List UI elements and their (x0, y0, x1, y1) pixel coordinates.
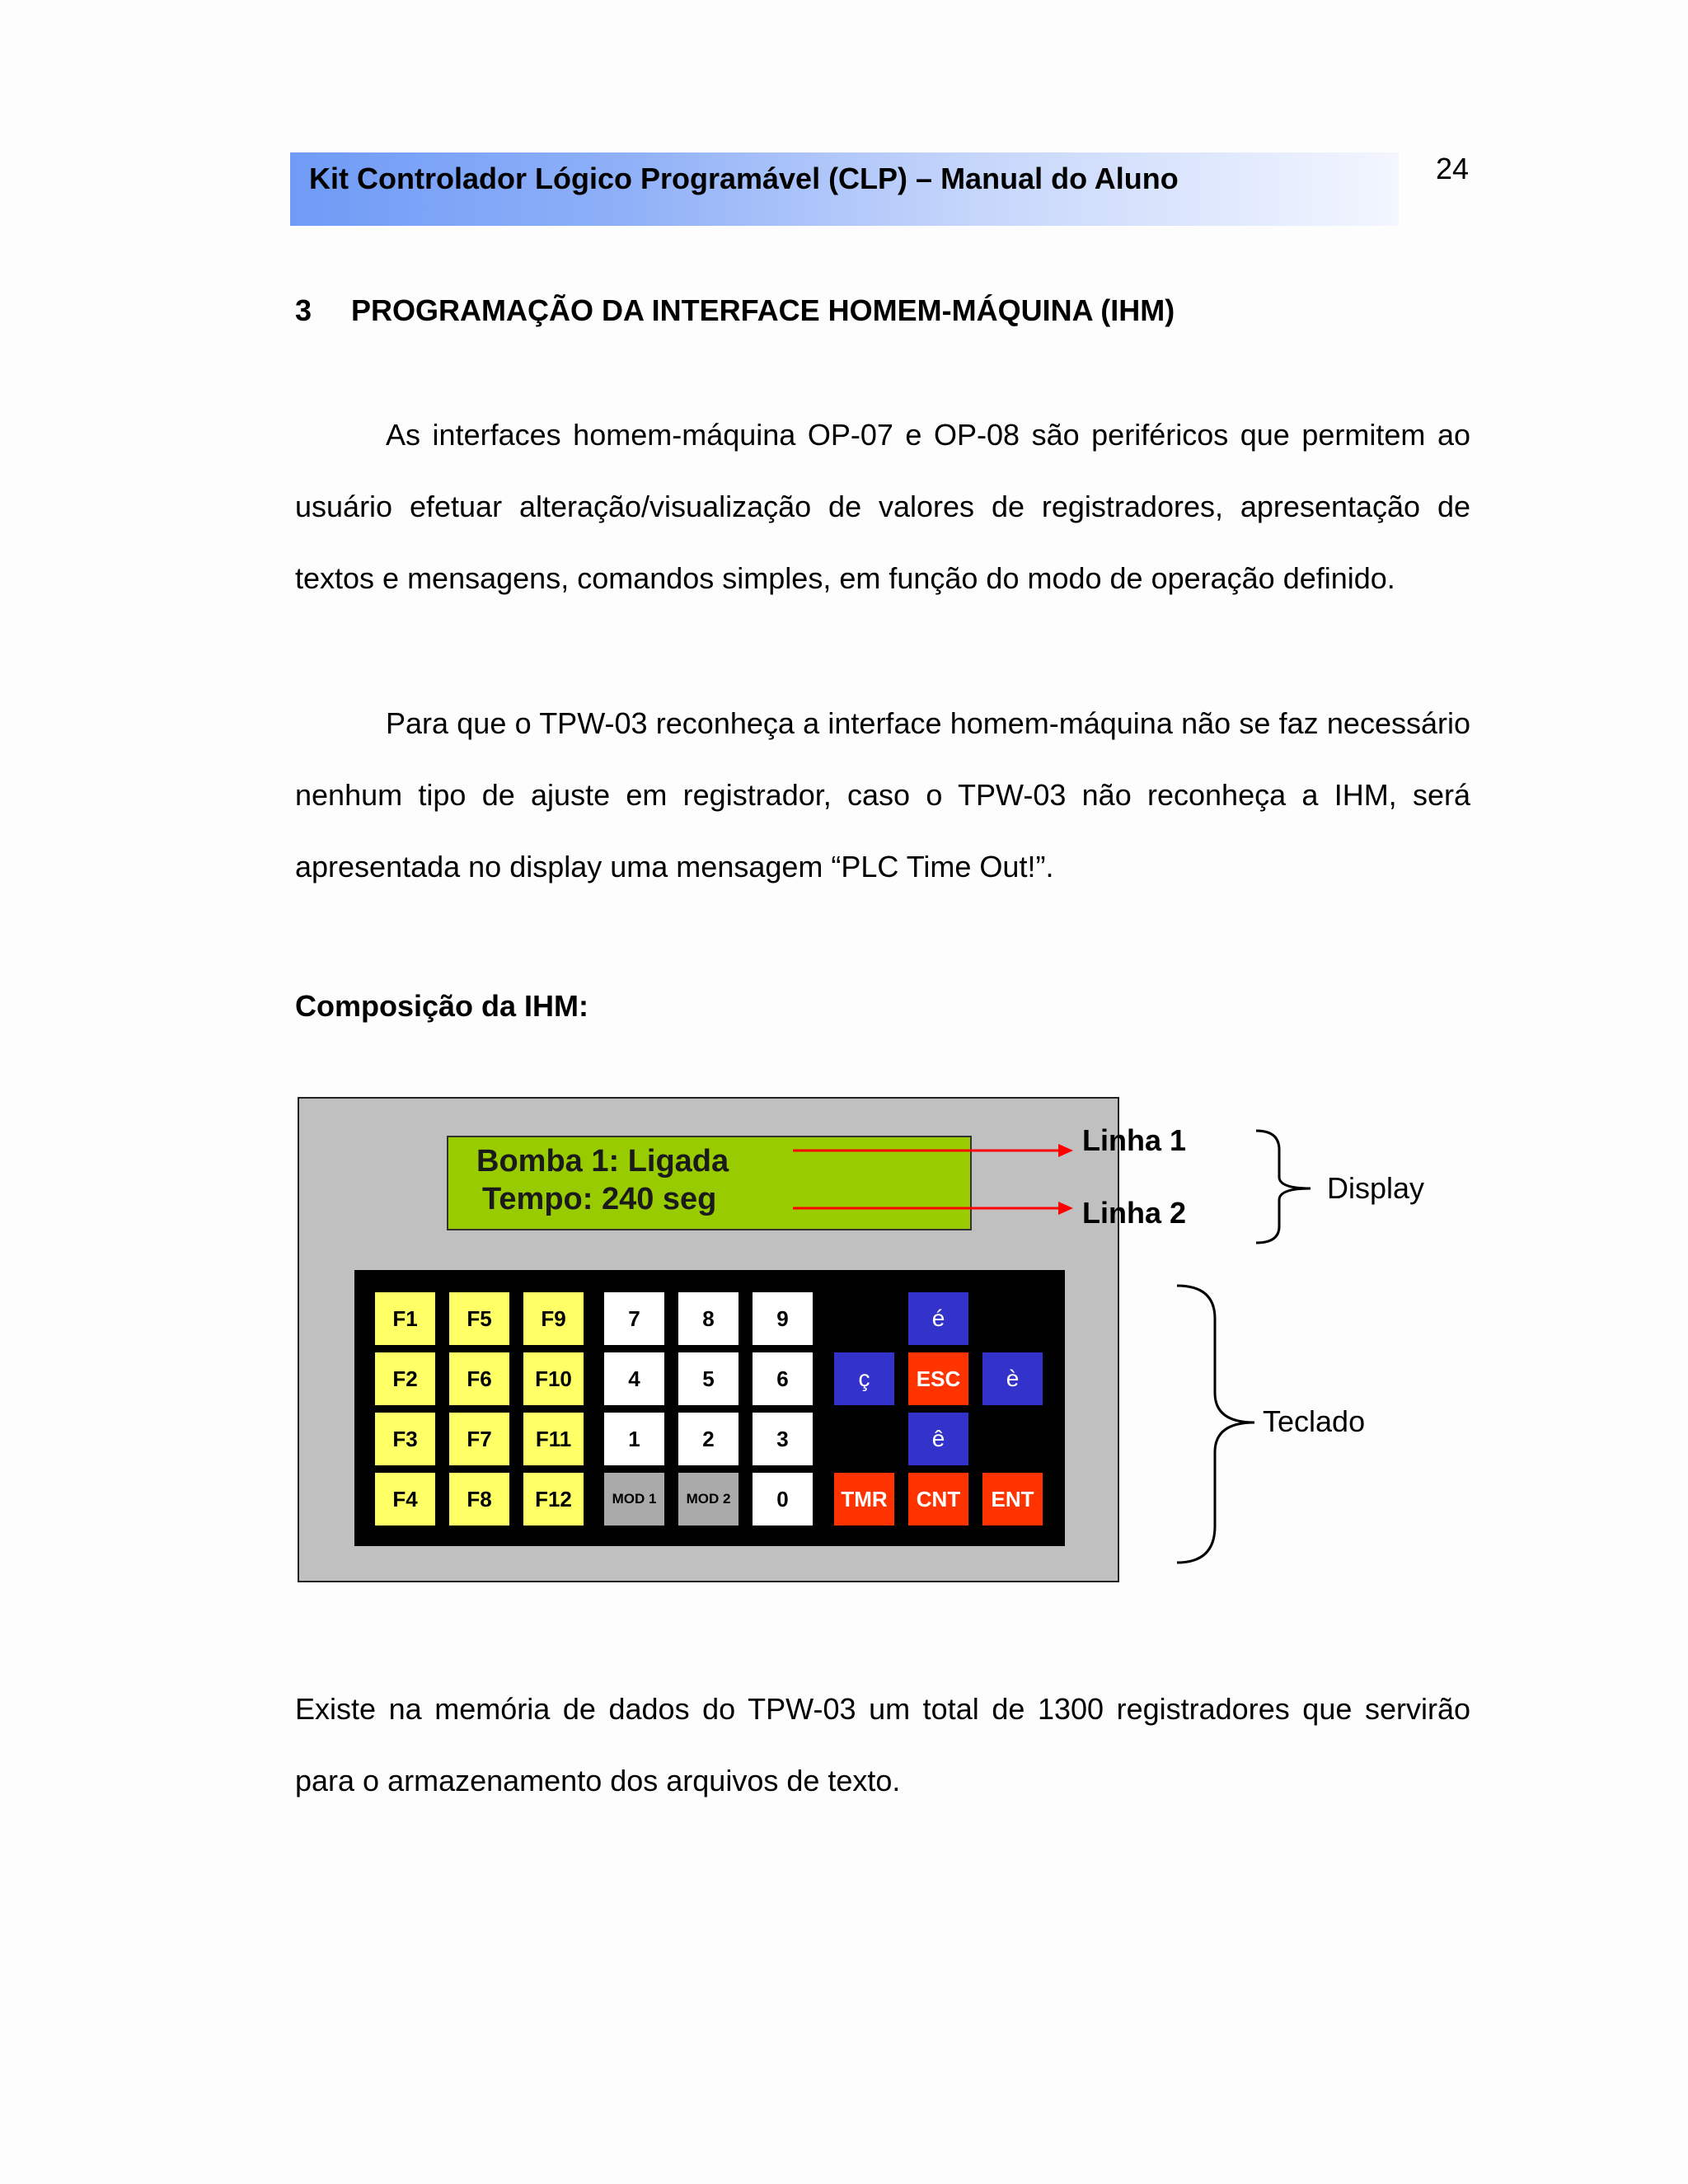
key-f2[interactable]: F2 (375, 1352, 435, 1405)
key-2[interactable]: 2 (678, 1413, 738, 1465)
label-teclado: Teclado (1263, 1404, 1366, 1438)
key-f5[interactable]: F5 (449, 1292, 509, 1345)
key-f4[interactable]: F4 (375, 1473, 435, 1526)
key-3[interactable]: 3 (753, 1413, 813, 1465)
subheading-composition: Composição da IHM: (295, 989, 589, 1023)
key-tmr[interactable]: TMR (834, 1473, 894, 1526)
page-number: 24 (1436, 152, 1470, 185)
key-8[interactable]: 8 (678, 1292, 738, 1345)
key-f11[interactable]: F11 (523, 1413, 584, 1465)
key-7[interactable]: 7 (604, 1292, 664, 1345)
teclado-brace (1177, 1286, 1254, 1563)
key-ent[interactable]: ENT (982, 1473, 1043, 1526)
key-f10[interactable]: F10 (523, 1352, 584, 1405)
paragraph-intro: As interfaces homem-máquina OP-07 e OP-08 são periféricos que permitem ao usuário efetuar alteração/visualização de valores de registradores, apresentação de textos e mensagens, comandos simples, em função do modo de operação definido. (295, 418, 1470, 595)
linha-2-arrow (793, 1202, 1073, 1215)
label-linha-2: Linha 2 (1082, 1196, 1187, 1230)
lcd-line-2: Tempo: 240 seg (482, 1182, 717, 1216)
key-arrow-up[interactable]: é (908, 1292, 968, 1345)
key-esc[interactable]: ESC (908, 1352, 968, 1405)
key-mod-2[interactable]: MOD 2 (678, 1473, 738, 1526)
label-display: Display (1327, 1171, 1425, 1205)
paragraph-registers: Existe na memória de dados do TPW-03 um total de 1300 registradores que servirão para o armazenamento dos arquivos de texto. (295, 1692, 1470, 1797)
key-f3[interactable]: F3 (375, 1413, 435, 1465)
key-f12[interactable]: F12 (523, 1473, 584, 1526)
key-arrow-right[interactable]: è (982, 1352, 1043, 1405)
key-5[interactable]: 5 (678, 1352, 738, 1405)
key-f1[interactable]: F1 (375, 1292, 435, 1345)
key-f8[interactable]: F8 (449, 1473, 509, 1526)
key-cnt[interactable]: CNT (908, 1473, 968, 1526)
paragraph-recognition: Para que o TPW-03 reconheça a interface homem-máquina não se faz necessário nenhum tipo de ajuste em registrador, caso o TPW-03 não reconheça a IHM, será apresentada no display uma mensagem “PLC Time Out!”. (295, 706, 1470, 883)
lcd-line-1: Bomba 1: Ligada (476, 1144, 729, 1179)
display-brace (1256, 1131, 1311, 1243)
key-f7[interactable]: F7 (449, 1413, 509, 1465)
key-mod-1[interactable]: MOD 1 (604, 1473, 664, 1526)
key-f9[interactable]: F9 (523, 1292, 584, 1345)
key-0[interactable]: 0 (753, 1473, 813, 1526)
key-9[interactable]: 9 (753, 1292, 813, 1345)
header-title: Kit Controlador Lógico Programável (CLP) – Manual do Aluno (309, 162, 1179, 195)
label-linha-1: Linha 1 (1082, 1123, 1187, 1157)
key-f6[interactable]: F6 (449, 1352, 509, 1405)
key-arrow-left[interactable]: ç (834, 1352, 894, 1405)
linha-1-arrow (793, 1144, 1073, 1157)
key-1[interactable]: 1 (604, 1413, 664, 1465)
section-number: 3 (295, 293, 312, 327)
section-title: PROGRAMAÇÃO DA INTERFACE HOMEM-MÁQUINA (IHM) (351, 293, 1175, 327)
key-6[interactable]: 6 (753, 1352, 813, 1405)
key-arrow-down[interactable]: ê (908, 1413, 968, 1465)
key-4[interactable]: 4 (604, 1352, 664, 1405)
